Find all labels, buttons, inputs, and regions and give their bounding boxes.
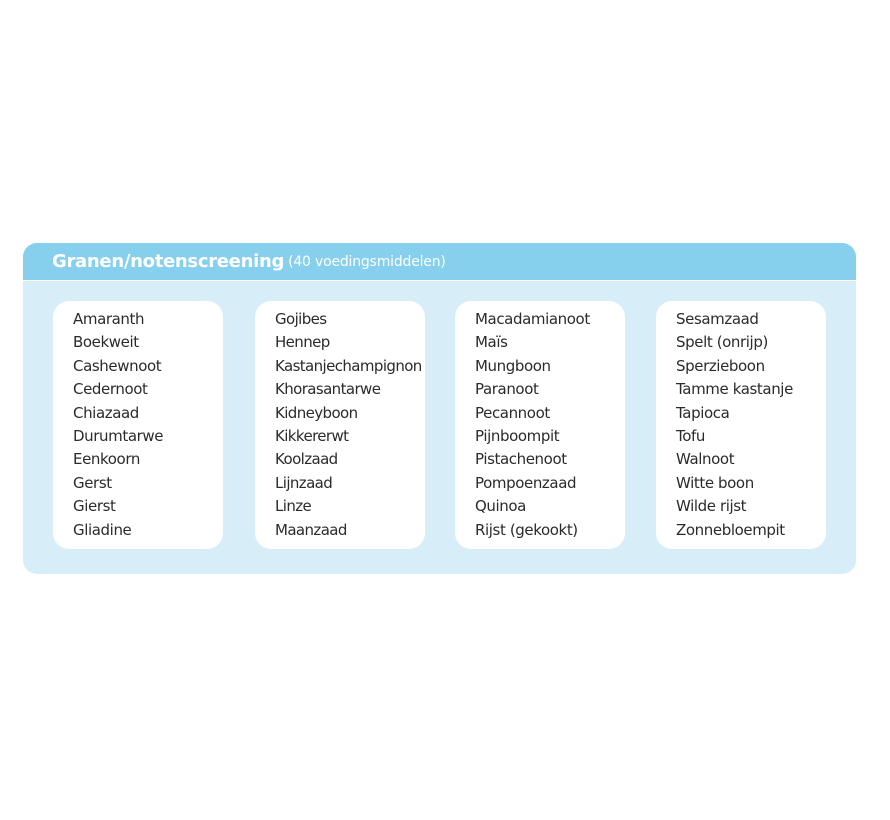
food-item: Kidneyboon — [275, 403, 358, 422]
food-item: Koolzaad — [275, 450, 338, 469]
food-item: Kastanjechampignon — [275, 356, 422, 375]
food-item: Cashewnoot — [73, 356, 162, 375]
food-item: Eenkoorn — [73, 450, 140, 469]
food-column-1 — [53, 301, 223, 549]
food-list-3 — [475, 308, 625, 542]
food-column-3 — [455, 301, 625, 549]
food-screening-panel — [23, 243, 856, 574]
food-item: Maïs — [475, 333, 508, 352]
food-list-4 — [676, 308, 826, 542]
food-list-1 — [73, 308, 223, 542]
food-item: Kikkererwt — [275, 426, 349, 445]
food-item: Khorasantarwe — [275, 380, 381, 399]
food-item: Gierst — [73, 497, 116, 516]
food-column-4 — [656, 301, 826, 549]
food-item: Chiazaad — [73, 403, 139, 422]
food-item: Zonnebloempit — [676, 520, 785, 539]
food-columns — [23, 281, 856, 574]
food-item: Pistachenoot — [475, 450, 567, 469]
food-item: Lijnzaad — [275, 473, 333, 492]
food-item: Gliadine — [73, 520, 132, 539]
food-item: Mungboon — [475, 356, 551, 375]
food-item: Amaranth — [73, 310, 145, 328]
food-item: Tapioca — [676, 403, 730, 422]
food-item: Durumtarwe — [73, 426, 164, 445]
food-item: Tamme kastanje — [676, 380, 793, 399]
food-item: Paranoot — [475, 380, 539, 399]
food-item: Quinoa — [475, 497, 526, 516]
food-item: Maanzaad — [275, 520, 347, 539]
food-item: Pijnboompit — [475, 426, 560, 445]
food-item: Gerst — [73, 473, 112, 492]
food-item: Witte boon — [676, 473, 754, 492]
food-item: Linze — [275, 497, 312, 516]
food-item: Gojibes — [275, 310, 327, 328]
food-item: Pompoenzaad — [475, 473, 577, 492]
panel-subtitle: (40 voedingsmiddelen) — [288, 253, 446, 270]
panel-title: Granen/notenscreening — [52, 251, 285, 272]
food-item: Tofu — [676, 426, 705, 445]
food-item: Cedernoot — [73, 380, 148, 399]
food-item: Sesamzaad — [676, 310, 759, 328]
panel-header — [23, 243, 856, 281]
food-item: Wilde rijst — [676, 497, 747, 516]
food-list-2 — [275, 308, 425, 542]
food-item: Pecannoot — [475, 403, 550, 422]
food-item: Walnoot — [676, 450, 735, 469]
food-item: Spelt (onrijp) — [676, 333, 768, 352]
food-item: Boekweit — [73, 333, 139, 352]
food-column-2 — [255, 301, 425, 549]
food-item: Sperzieboon — [676, 356, 765, 375]
food-item: Macadamianoot — [475, 310, 590, 328]
food-item: Rijst (gekookt) — [475, 520, 578, 539]
food-item: Hennep — [275, 333, 330, 352]
